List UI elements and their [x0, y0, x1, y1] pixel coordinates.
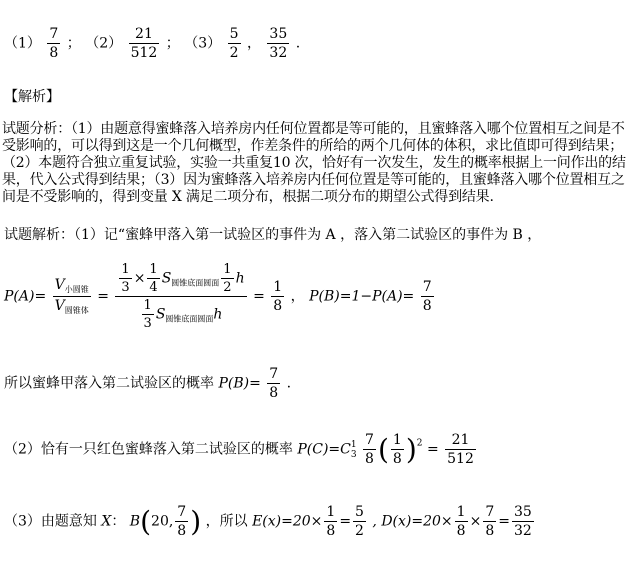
volume-ratio: $\frac{V_{小圆锥}}{V_{圆锥体}}$: [54, 277, 89, 315]
answer-line: （1） $\frac{7}{8}$ ； （2） $\frac{21}{512}$ ； （3） $\frac{5}{2}$ ， $\frac{35}{32}$ .: [4, 26, 301, 61]
part3-solution: （3）由题意知 X： B(20, $\frac{7}{8}$ ) ，所以 E(x)=20× $\frac{1}{8}$ = $\frac{5}{2}$ , D(x)=20× $\frac{1}{8}$ × $\frac{7}{8}$ = $\frac{35}{32}$: [4, 504, 532, 539]
conclusion-part1: 所以蜜蜂甲落入第二试验区的概率 P(B)= $\frac{7}{8}$ .: [4, 366, 292, 401]
pb-expression: P(B)=1−P(A)=: [309, 288, 415, 305]
answer3b-fraction: $\frac{35}{32}$: [269, 26, 288, 61]
answer3a-fraction: $\frac{5}{2}$: [229, 26, 239, 61]
solution-intro: 试题解析：（1）记“蜜蜂甲落入第一试验区的事件为 A ，落入第二试验区的事件为 B ，: [4, 227, 542, 243]
part2-label: （2）: [85, 35, 123, 52]
analysis-paragraph: 试题分析：（1）由题意得蜜蜂落入培养房内任何位置都是等可能的，且蜜蜂落入哪个位置相互之间是不受影响的，可以得到这是一个几何概型，作差条件的所给的两个几何体的体积，求比值即可得到结果；（2）本题符合独立重复试验，实验一共重复10 次，恰好有一次发生，发生的概率根据上一问作出的结果，代入公式得到结果；（3）因为蜜蜂落入培养房内任何位置是等可能的，且蜜蜂落入哪个位置相互之间是不受影响的，得到变量 X 满足二项分布，根据二项分布的期望公式得到结果.: [2, 121, 626, 205]
volume-formula: $\frac{1}{3}$ × $\frac{1}{4}$ $S_{圆锥底面圆面}$ $\frac{1}{2}$ h $\frac{1}{3}$ $S_{圆锥底面圆面}h$: [115, 262, 246, 331]
answer1-fraction: $\frac{7}{8}$: [49, 26, 59, 61]
part2-solution: （2）恰有一只红色蜜蜂落入第二试验区的概率 P(C)=C 1 3 $\frac{7}{8}$ ( $\frac{1}{8}$ )$^2$ = $\frac{21}{512}$: [4, 432, 474, 467]
part1-label: （1）: [4, 35, 41, 52]
pa-result: $\frac{1}{8}$: [273, 279, 283, 314]
formula-pa: P(A)= $\frac{V_{小圆锥}}{V_{圆锥体}}$ = $\frac{1}{3}$ × $\frac{1}{4}$ $S_{圆锥底面圆面}$ $\frac{1}{2}$ h $\frac{1}{3}$ $S_{圆锥底面圆面}h$ = $\frac{1}{8}$ ， P(B)=1−P(A)= $\frac{7}{8}$: [4, 262, 432, 331]
part3-label: （3）: [184, 35, 222, 52]
pb-result: $\frac{7}{8}$: [422, 279, 432, 314]
answer2-fraction: $\frac{21}{512}$: [130, 26, 158, 61]
section-heading: 【解析】: [4, 89, 60, 105]
